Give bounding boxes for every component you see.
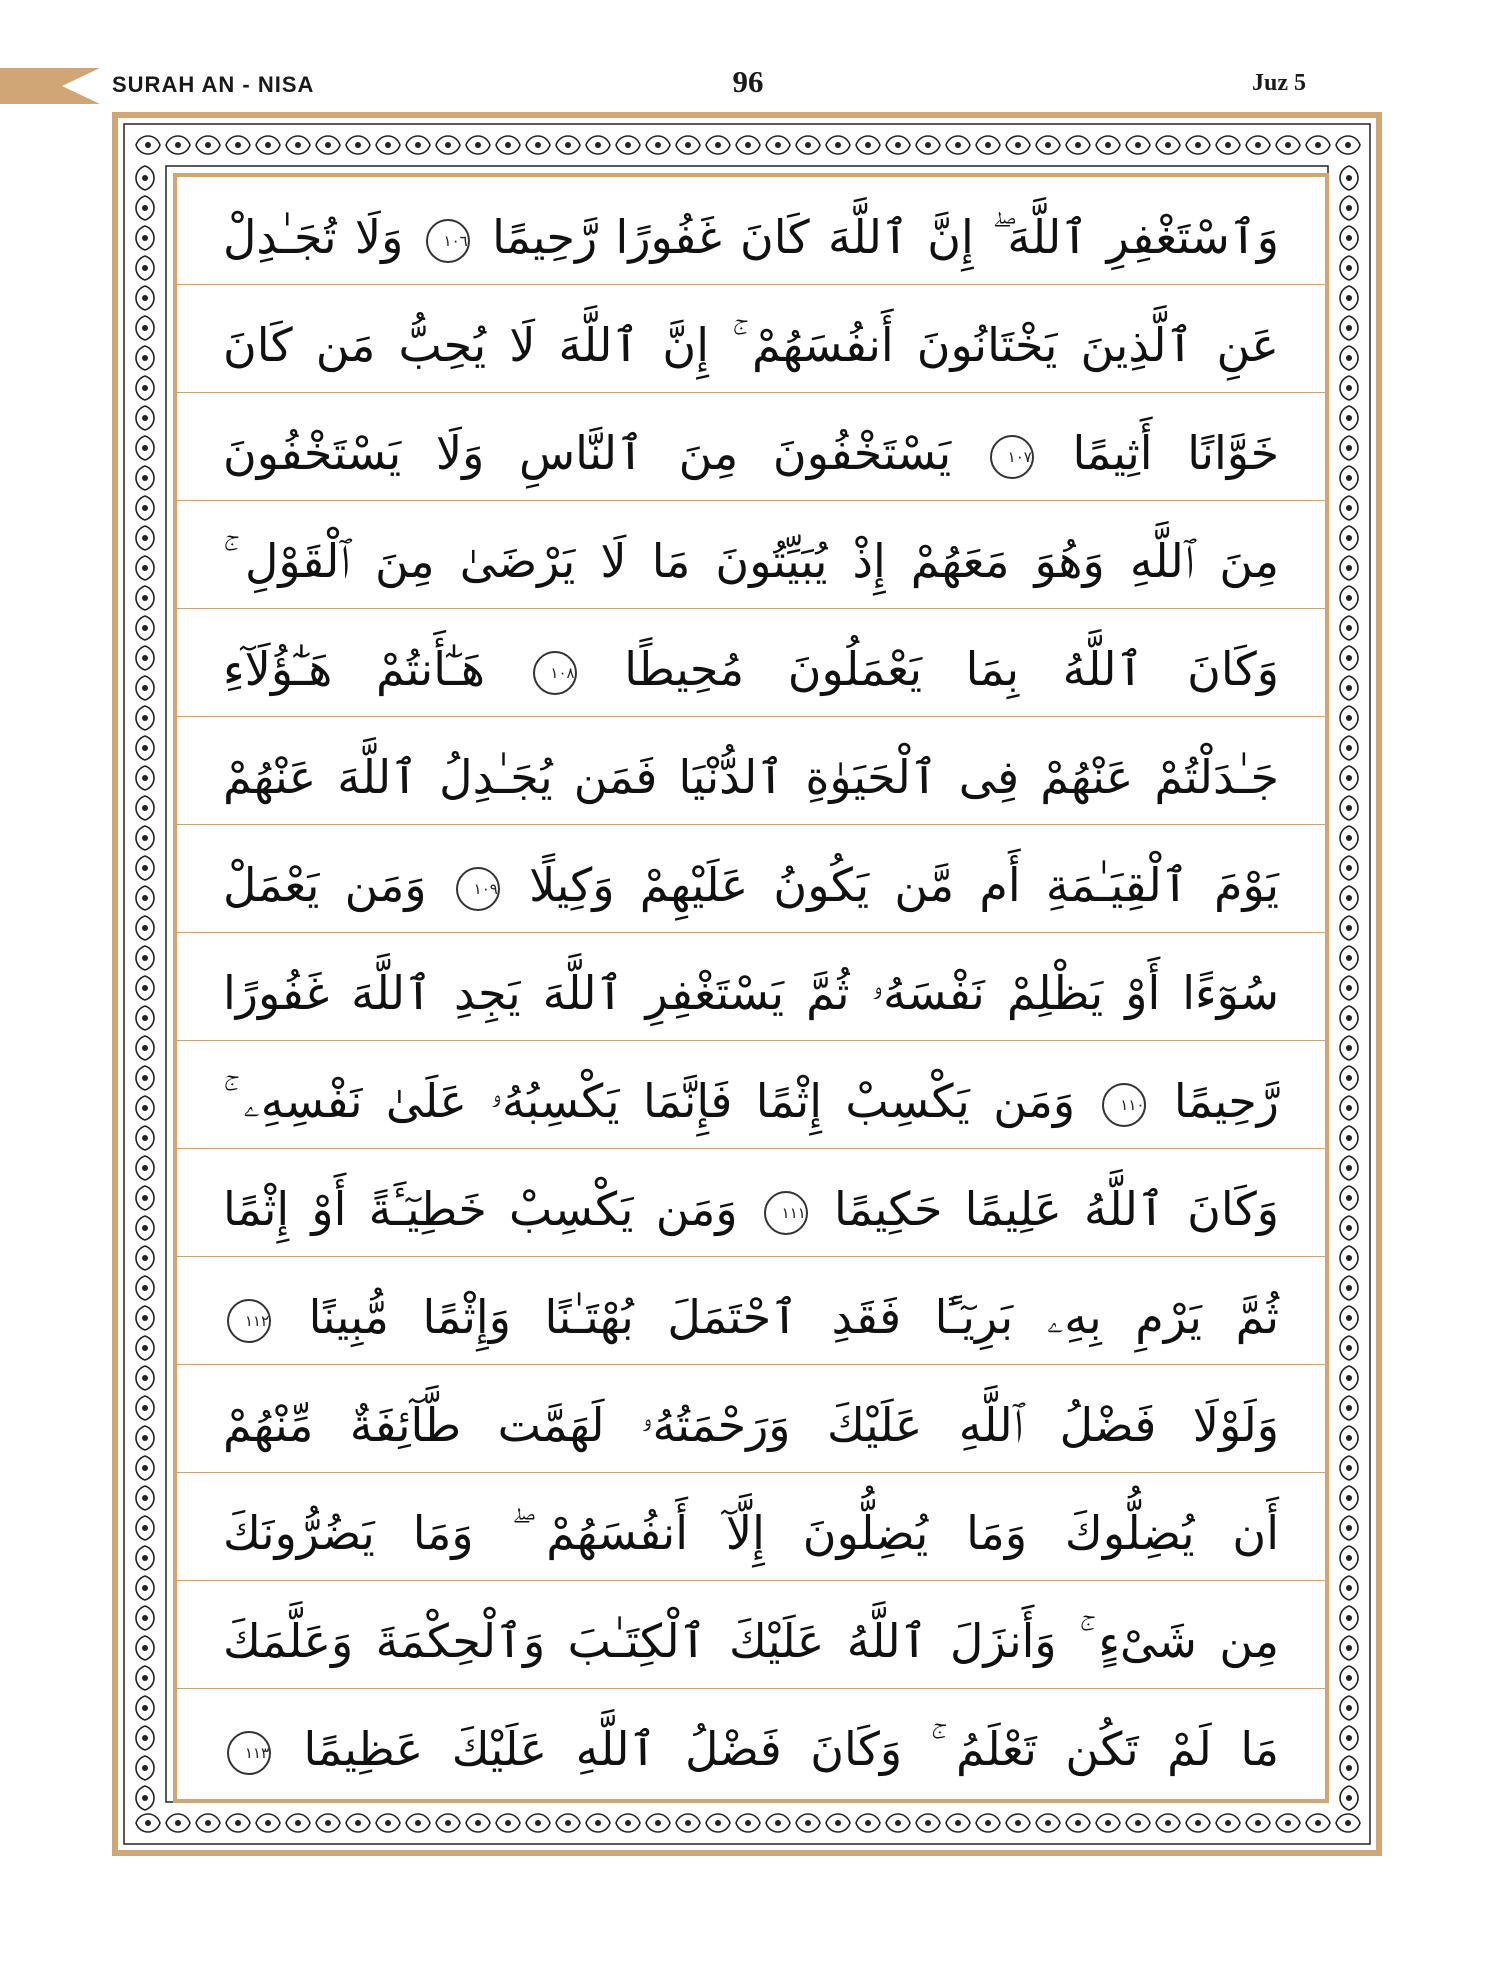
- ornament-motif: [142, 745, 148, 751]
- verse-text: ثُمَّ يَرْمِ بِهِۦ بَرِيٓـًٔا فَقَدِ ٱحْتَمَلَ بُهْتَـٰنًا وَإِثْمًا مُّبِينًا: [308, 1290, 1279, 1344]
- ornament-motif: [1346, 1285, 1352, 1291]
- ornament-motif: [142, 925, 148, 931]
- ornament-motif: [535, 1820, 541, 1826]
- quran-text-panel: [173, 173, 1329, 1803]
- ornament-motif: [1346, 1765, 1352, 1771]
- ornament-motif: [775, 142, 781, 148]
- ornament-motif: [1345, 142, 1351, 148]
- ornament-motif: [142, 1555, 148, 1561]
- verse-text: يَوْمَ ٱلْقِيَـٰمَةِ أَم مَّن يَكُونُ عَلَيْهِمْ وَكِيلًا: [529, 858, 1280, 912]
- ornament-motif: [385, 1820, 391, 1826]
- ornament-motif: [1015, 1820, 1021, 1826]
- ornament-motif: [1346, 415, 1352, 421]
- verse-text: مِن شَىْءٍ ۚ وَأَنزَلَ ٱللَّهُ عَلَيْكَ ٱلْكِتَـٰبَ وَٱلْحِكْمَةَ وَعَلَّمَكَ: [223, 1614, 1279, 1668]
- ornament-motif: [625, 142, 631, 148]
- verse-line: [223, 1277, 1279, 1357]
- ornament-motif: [145, 142, 151, 148]
- ornament-motif: [1346, 205, 1352, 211]
- ornament-motif: [142, 235, 148, 241]
- ornament-motif: [1105, 142, 1111, 148]
- ornament-motif: [1135, 1820, 1141, 1826]
- ornament-motif: [745, 142, 751, 148]
- verse-text: وَمَن يَكْسِبْ إِثْمًا فَإِنَّمَا يَكْسِبُهُۥ عَلَىٰ نَفْسِهِۦ ۚ: [223, 1074, 1076, 1128]
- ornament-motif: [1346, 475, 1352, 481]
- ornament-motif: [895, 142, 901, 148]
- ornament-motif: [1346, 535, 1352, 541]
- ornament-motif: [1105, 1820, 1111, 1826]
- ornament-motif: [142, 595, 148, 601]
- verse-text: خَوَّانًا أَثِيمًا: [1072, 426, 1280, 480]
- ornament-motif: [1225, 142, 1231, 148]
- ornament-motif: [175, 1820, 181, 1826]
- ornament-motif: [595, 1820, 601, 1826]
- ornament-motif: [142, 385, 148, 391]
- ornament-motif: [142, 1075, 148, 1081]
- ornament-motif: [1346, 1435, 1352, 1441]
- ornament-motif: [265, 1820, 271, 1826]
- verse-text: مَا لَمْ تَكُن تَعْلَمُ ۚ وَكَانَ فَضْلُ ٱللَّهِ عَلَيْكَ عَظِيمًا: [303, 1722, 1279, 1776]
- verse-line: [223, 737, 1279, 817]
- text-row: [177, 285, 1325, 393]
- ornament-motif: [1346, 685, 1352, 691]
- ornament-motif: [715, 1820, 721, 1826]
- page-number: 96: [732, 64, 764, 99]
- text-row: [177, 1257, 1325, 1365]
- verse-line: [223, 845, 1279, 925]
- ornament-motif: [142, 1105, 148, 1111]
- ornament-motif: [142, 1795, 148, 1801]
- ornament-motif: [142, 1645, 148, 1651]
- text-row: [177, 1581, 1325, 1689]
- ornament-motif: [1045, 1820, 1051, 1826]
- ornament-motif: [1255, 142, 1261, 148]
- ornament-motif: [1346, 655, 1352, 661]
- ornament-motif: [1346, 355, 1352, 361]
- ornament-motif: [142, 955, 148, 961]
- verse-text: مِنَ ٱللَّهِ وَهُوَ مَعَهُمْ إِذْ يُبَيِّتُونَ مَا لَا يَرْضَىٰ مِنَ ٱلْقَوْلِ ۚ: [223, 534, 1279, 588]
- ornament-motif: [1195, 142, 1201, 148]
- verse-line: [223, 1169, 1279, 1249]
- ornament-motif: [142, 1345, 148, 1351]
- ornament-motif: [385, 142, 391, 148]
- verse-line: [223, 629, 1279, 709]
- ornament-motif: [1346, 715, 1352, 721]
- verse-line: [223, 1601, 1279, 1681]
- ornament-motif: [142, 1735, 148, 1741]
- ornament-motif: [142, 1765, 148, 1771]
- ornament-motif: [1346, 955, 1352, 961]
- ornament-motif: [955, 142, 961, 148]
- ornament-motif: [925, 1820, 931, 1826]
- ornament-motif: [142, 1135, 148, 1141]
- text-row: [177, 1689, 1325, 1797]
- ayah-number-marker: ١١٣: [227, 1731, 271, 1775]
- text-row: [177, 1365, 1325, 1473]
- ornament-motif: [805, 142, 811, 148]
- surah-name: SURAH AN - NISA: [112, 72, 315, 97]
- ornament-motif: [835, 142, 841, 148]
- ornament-motif: [835, 1820, 841, 1826]
- ornament-motif: [1346, 1405, 1352, 1411]
- ornament-motif: [415, 1820, 421, 1826]
- ornament-motif: [1346, 1015, 1352, 1021]
- text-row: [177, 825, 1325, 933]
- ornament-motif: [142, 1675, 148, 1681]
- ornament-motif: [1346, 835, 1352, 841]
- ornament-motif: [1346, 445, 1352, 451]
- ayah-number-marker: ١١٢: [227, 1299, 271, 1343]
- ornament-motif: [175, 142, 181, 148]
- ornament-motif: [1346, 1315, 1352, 1321]
- ornament-motif: [142, 895, 148, 901]
- ornament-motif: [1346, 1675, 1352, 1681]
- ornament-motif: [295, 142, 301, 148]
- ornament-motif: [865, 1820, 871, 1826]
- ornament-motif: [985, 142, 991, 148]
- ornament-motif: [142, 985, 148, 991]
- ornament-motif: [445, 142, 451, 148]
- ornament-motif: [1346, 1135, 1352, 1141]
- verse-text: وَلَوْلَا فَضْلُ ٱللَّهِ عَلَيْكَ وَرَحْمَتُهُۥ لَهَمَّت طَّآئِفَةٌ مِّنْهُمْ: [223, 1398, 1279, 1452]
- ornament-motif: [1346, 1585, 1352, 1591]
- ornament-motif: [1346, 1795, 1352, 1801]
- ornament-motif: [505, 1820, 511, 1826]
- ornament-motif: [775, 1820, 781, 1826]
- text-row: [177, 717, 1325, 825]
- ornament-motif: [142, 325, 148, 331]
- ayah-number-marker: ١٠٧: [990, 435, 1034, 479]
- verse-line: [223, 413, 1279, 493]
- ornament-motif: [1346, 1075, 1352, 1081]
- ornament-motif: [142, 685, 148, 691]
- ornament-motif: [1346, 1375, 1352, 1381]
- ornament-motif: [1346, 1495, 1352, 1501]
- ornament-motif: [205, 142, 211, 148]
- verse-text: وَلَا تُجَـٰدِلْ: [223, 210, 404, 264]
- ornament-motif: [142, 1435, 148, 1441]
- ornament-motif: [1346, 325, 1352, 331]
- ornament-motif: [142, 1495, 148, 1501]
- ornament-motif: [715, 142, 721, 148]
- verse-line: [223, 197, 1279, 277]
- ornament-motif: [685, 142, 691, 148]
- ornament-motif: [145, 1820, 151, 1826]
- ornament-motif: [142, 715, 148, 721]
- ornament-motif: [1195, 1820, 1201, 1826]
- juz-label: Juz 5: [1252, 70, 1306, 96]
- page-header: [0, 60, 1496, 110]
- ornament-motif: [1346, 1615, 1352, 1621]
- ornament-motif: [475, 142, 481, 148]
- ornament-motif: [1135, 142, 1141, 148]
- ornament-motif: [1346, 1525, 1352, 1531]
- ornament-motif: [535, 142, 541, 148]
- ornament-motif: [1345, 1820, 1351, 1826]
- verse-text: وَكَانَ ٱللَّهُ بِمَا يَعْمَلُونَ مُحِيطًا: [624, 642, 1280, 696]
- ornament-motif: [1346, 1105, 1352, 1111]
- ornament-motif: [1346, 1465, 1352, 1471]
- ornament-motif: [142, 415, 148, 421]
- ornament-motif: [355, 1820, 361, 1826]
- ornament-motif: [295, 1820, 301, 1826]
- ornament-motif: [1346, 1255, 1352, 1261]
- ornament-motif: [1346, 265, 1352, 271]
- ornament-motif: [1165, 1820, 1171, 1826]
- ornament-motif: [415, 142, 421, 148]
- ornament-motif: [925, 142, 931, 148]
- ayah-number-marker: ١١١: [764, 1191, 808, 1235]
- ornament-motif: [142, 1615, 148, 1621]
- ornament-motif: [142, 805, 148, 811]
- ornament-motif: [1346, 775, 1352, 781]
- ornament-motif: [1346, 1225, 1352, 1231]
- ornament-motif: [655, 142, 661, 148]
- ornament-motif: [325, 142, 331, 148]
- ornament-motif: [1346, 925, 1352, 931]
- ornament-motif: [1346, 1555, 1352, 1561]
- ornament-motif: [745, 1820, 751, 1826]
- ayah-number-marker: ١٠٨: [533, 651, 577, 695]
- ornament-motif: [142, 1225, 148, 1231]
- ornament-motif: [1346, 985, 1352, 991]
- ornament-motif: [625, 1820, 631, 1826]
- ornament-motif: [1346, 1705, 1352, 1711]
- verse-line: [223, 953, 1279, 1033]
- ornament-motif: [475, 1820, 481, 1826]
- text-row: [177, 177, 1325, 285]
- ornament-motif: [1346, 595, 1352, 601]
- ornament-motif: [1015, 142, 1021, 148]
- ornament-motif: [1075, 1820, 1081, 1826]
- verse-text: جَـٰدَلْتُمْ عَنْهُمْ فِى ٱلْحَيَوٰةِ ٱلدُّنْيَا فَمَن يُجَـٰدِلُ ٱللَّهَ عَنْهُمْ: [223, 750, 1279, 804]
- ornament-motif: [1346, 865, 1352, 871]
- page-frame: [112, 112, 1382, 1856]
- ornament-motif: [445, 1820, 451, 1826]
- text-row: [177, 1149, 1325, 1257]
- ornament-motif: [1165, 142, 1171, 148]
- ornament-motif: [595, 142, 601, 148]
- ornament-motif: [142, 625, 148, 631]
- verse-text: عَنِ ٱلَّذِينَ يَخْتَانُونَ أَنفُسَهُمْ ۚ إِنَّ ٱللَّهَ لَا يُحِبُّ مَن كَانَ: [223, 318, 1279, 372]
- ornament-motif: [142, 1285, 148, 1291]
- ornament-motif: [1346, 505, 1352, 511]
- text-row: [177, 501, 1325, 609]
- verse-line: [223, 1385, 1279, 1465]
- verse-line: [223, 1493, 1279, 1573]
- ornament-motif: [142, 835, 148, 841]
- ornament-motif: [142, 865, 148, 871]
- ornament-motif: [1346, 895, 1352, 901]
- ornament-motif: [1285, 142, 1291, 148]
- ornament-motif: [142, 535, 148, 541]
- ornament-motif: [955, 1820, 961, 1826]
- verse-line: [223, 305, 1279, 385]
- verse-text: رَّحِيمًا: [1173, 1074, 1280, 1128]
- ornament-motif: [142, 655, 148, 661]
- ornament-motif: [1346, 1195, 1352, 1201]
- ornament-motif: [142, 1195, 148, 1201]
- ornament-motif: [985, 1820, 991, 1826]
- ornament-motif: [142, 1405, 148, 1411]
- ornament-motif: [142, 505, 148, 511]
- ayah-number-marker: ١٠٦: [426, 219, 470, 263]
- ornament-motif: [142, 295, 148, 301]
- text-row: [177, 609, 1325, 717]
- ornament-motif: [142, 1045, 148, 1051]
- ornament-motif: [1346, 1345, 1352, 1351]
- ornament-motif: [1285, 1820, 1291, 1826]
- verse-text: وَمَن يَعْمَلْ: [223, 858, 427, 912]
- ornament-motif: [1346, 1735, 1352, 1741]
- verse-text: وَٱسْتَغْفِرِ ٱللَّهَ ۖ إِنَّ ٱللَّهَ كَانَ غَفُورًا رَّحِيمًا: [492, 210, 1280, 264]
- page-tab-marker: [0, 68, 100, 104]
- ornament-motif: [865, 142, 871, 148]
- ornament-motif: [1255, 1820, 1261, 1826]
- ornament-motif: [565, 1820, 571, 1826]
- ornament-motif: [1346, 565, 1352, 571]
- verse-text: يَسْتَخْفُونَ مِنَ ٱلنَّاسِ وَلَا يَسْتَخْفُونَ: [223, 426, 952, 480]
- verse-text: وَكَانَ ٱللَّهُ عَلِيمًا حَكِيمًا: [834, 1182, 1279, 1236]
- ornament-motif: [1346, 295, 1352, 301]
- ornament-motif: [1346, 745, 1352, 751]
- text-row: [177, 393, 1325, 501]
- ornament-motif: [655, 1820, 661, 1826]
- ornament-motif: [142, 445, 148, 451]
- ornamental-border: [118, 118, 1376, 1850]
- ornament-motif: [805, 1820, 811, 1826]
- ornament-motif: [1346, 385, 1352, 391]
- ornament-motif: [142, 1165, 148, 1171]
- ayah-number-marker: ١٠٩: [456, 867, 500, 911]
- ornament-motif: [142, 1315, 148, 1321]
- verse-line: [223, 1061, 1279, 1141]
- ornament-motif: [895, 1820, 901, 1826]
- verse-text: وَمَن يَكْسِبْ خَطِيٓـَٔةً أَوْ إِثْمًا: [223, 1182, 738, 1236]
- ornament-motif: [325, 1820, 331, 1826]
- ornament-motif: [142, 1705, 148, 1711]
- ornament-motif: [1315, 142, 1321, 148]
- ornament-motif: [142, 1255, 148, 1261]
- ornament-motif: [1346, 235, 1352, 241]
- ornament-motif: [1346, 1045, 1352, 1051]
- ornament-motif: [1346, 625, 1352, 631]
- ornament-motif: [1225, 1820, 1231, 1826]
- ornament-motif: [565, 142, 571, 148]
- ornament-motif: [142, 355, 148, 361]
- ornament-motif: [1315, 1820, 1321, 1826]
- verse-text: أَن يُضِلُّوكَ وَمَا يُضِلُّونَ إِلَّآ أَنفُسَهُمْ ۖ وَمَا يَضُرُّونَكَ: [223, 1506, 1279, 1560]
- ornament-motif: [142, 1525, 148, 1531]
- ornament-motif: [235, 1820, 241, 1826]
- ornament-motif: [265, 142, 271, 148]
- ayah-number-marker: ١١٠: [1102, 1083, 1146, 1127]
- ornament-motif: [1075, 142, 1081, 148]
- ornament-motif: [205, 1820, 211, 1826]
- ornament-motif: [142, 1465, 148, 1471]
- ornament-motif: [235, 142, 241, 148]
- ornament-motif: [142, 1375, 148, 1381]
- verse-text: هَـٰٓأَنتُمْ هَـٰٓؤُلَآءِ: [223, 642, 485, 696]
- ornament-motif: [142, 1015, 148, 1021]
- verse-line: [223, 1709, 1279, 1789]
- ornament-motif: [142, 565, 148, 571]
- ornament-motif: [142, 475, 148, 481]
- ornament-motif: [1346, 1165, 1352, 1171]
- ornament-motif: [505, 142, 511, 148]
- ornament-motif: [142, 775, 148, 781]
- verse-text: سُوٓءًا أَوْ يَظْلِمْ نَفْسَهُۥ ثُمَّ يَسْتَغْفِرِ ٱللَّهَ يَجِدِ ٱللَّهَ غَفُورًا: [223, 966, 1279, 1020]
- ornament-motif: [1346, 1645, 1352, 1651]
- ornament-motif: [355, 142, 361, 148]
- text-row: [177, 933, 1325, 1041]
- ornament-motif: [685, 1820, 691, 1826]
- ornament-motif: [1346, 805, 1352, 811]
- ornament-motif: [142, 1585, 148, 1591]
- ornament-motif: [142, 175, 148, 181]
- ornament-motif: [142, 265, 148, 271]
- ornament-motif: [1346, 175, 1352, 181]
- text-row: [177, 1041, 1325, 1149]
- verse-line: [223, 521, 1279, 601]
- ornament-motif: [142, 205, 148, 211]
- ornament-motif: [1045, 142, 1051, 148]
- text-row: [177, 1473, 1325, 1581]
